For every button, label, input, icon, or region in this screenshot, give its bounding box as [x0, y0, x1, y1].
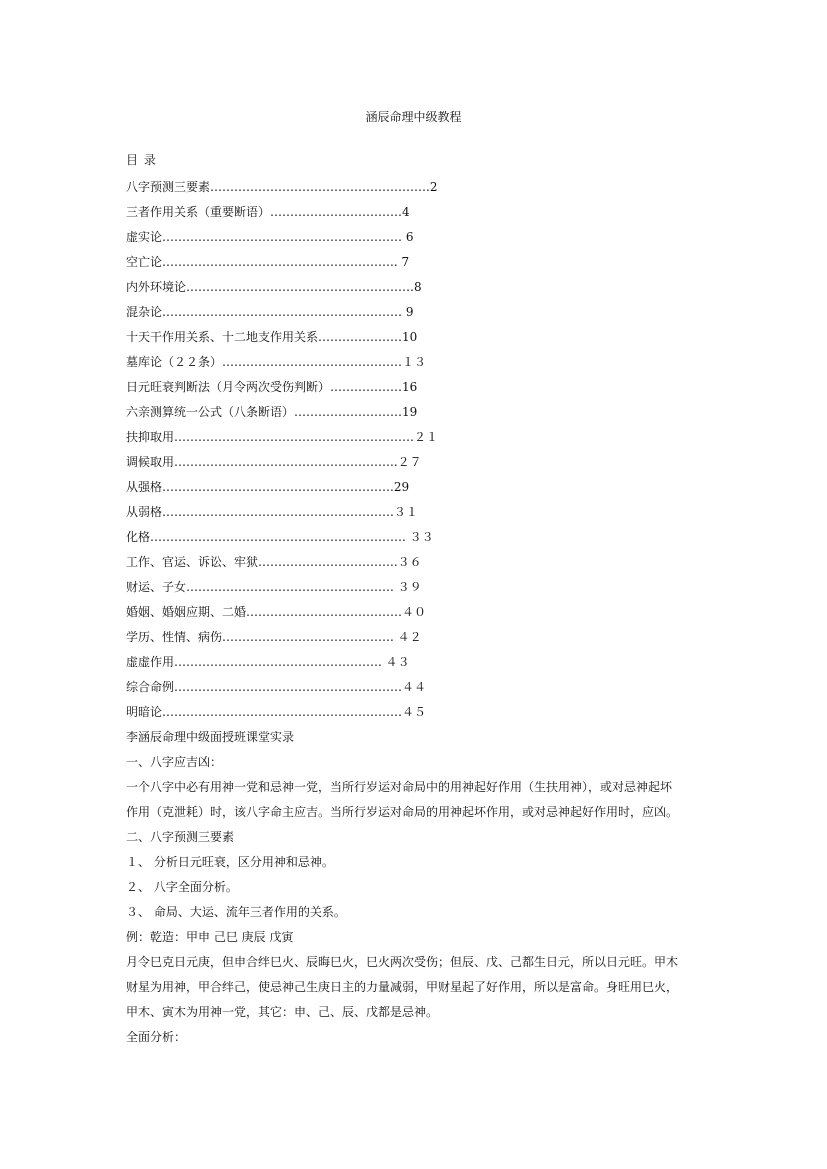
list-item: ２、 八字全面分析。 [126, 880, 238, 894]
toc-item: 扶抑取用……………………………………………………２１ [126, 430, 439, 444]
toc-item: 工作、官运、诉讼、牢狱……………………………..３６ [126, 555, 422, 569]
toc-item: 婚姻、婚姻应期、二婚…………………………………４０ [126, 605, 427, 619]
toc-item: 日元旺衰判断法（月令两次受伤判断）………………16 [126, 380, 418, 394]
paragraph-line: 甲木、寅木为用神一党，其它：申、己、辰、戊都是忌神。 [126, 1005, 439, 1019]
toc-item: 十天干作用关系、十二地支作用关系…………………10 [126, 330, 418, 344]
toc-heading: 目 录 [126, 153, 157, 167]
toc-item: 财运、子女……………………………………………. ３９ [126, 580, 422, 594]
list-item: ３、 命局、大运、流年三者作用的关系。 [126, 905, 346, 919]
toc-item: 从强格………………………………………………….29 [126, 480, 410, 494]
toc-item: 学历、性情、病伤……………………………………. ４２ [126, 630, 422, 644]
document-title: 涵辰命理中级教程 [365, 110, 462, 124]
toc-item: 化格………………………………………………………. ３３ [126, 530, 434, 544]
toc-item: 混杂论…………………………………………………… 9 [126, 305, 414, 319]
paragraph-line: 作用（克泄耗）时，该八字命主应吉。当所行岁运对命局的用神起坏作用，或对忌神起好作用时，应凶。 [126, 805, 679, 819]
paragraph-line: 月令巳克日元庚，但申合绊巳火、辰晦巳火，巳火两次受伤；但辰、戊、己都生日元，所以日元旺。甲木 [126, 955, 679, 969]
section-heading: 二、八字预测三要素 [126, 830, 235, 844]
toc-item: 虚虚作用……………………………………………. ４３ [126, 655, 410, 669]
section-heading: 一、八字应吉凶： [126, 755, 223, 769]
toc-item: 虚实论…………………………………………………… 6 [126, 230, 414, 244]
toc-item: 八字预测三要素……………………………………………….2 [126, 180, 438, 194]
toc-item: 明暗论……………………………………………………４５ [126, 705, 427, 719]
toc-item: 从弱格………………………………………………….３１ [126, 505, 418, 519]
section-heading: 李涵辰命理中级面授班课堂实录 [126, 730, 295, 744]
paragraph-line: 全面分析： [126, 1030, 187, 1044]
paragraph-line: 财星为用神，甲合绊己，使忌神己生庚日主的力量减弱，甲财星起了好作用，所以是富命。身旺用巳火， [126, 980, 679, 994]
example-line: 例：乾造：甲申 己巳 庚辰 戊寅 [126, 930, 294, 944]
toc-item: 综合命例…………………………………………………４４ [126, 680, 427, 694]
toc-item: 三者作用关系（重要断语）……………………………4 [126, 205, 410, 219]
toc-item: 墓库论（２２条）………………………………………１３ [126, 355, 427, 369]
toc-item: 空亡论………………………………………………….. 7 [126, 255, 410, 269]
toc-item: 内外环境论…………………………………………………8 [126, 280, 422, 294]
list-item: １、 分析日元旺衰，区分用神和忌神。 [126, 855, 334, 869]
toc-item: 调候取用………………………………………………..２７ [126, 455, 422, 469]
paragraph-line: 一个八字中必有用神一党和忌神一党，当所行岁运对命局中的用神起好作用（生扶用神），或对忌神起坏 [126, 780, 673, 794]
toc-item: 六亲测算统一公式（八条断语）………………………19 [126, 405, 418, 419]
